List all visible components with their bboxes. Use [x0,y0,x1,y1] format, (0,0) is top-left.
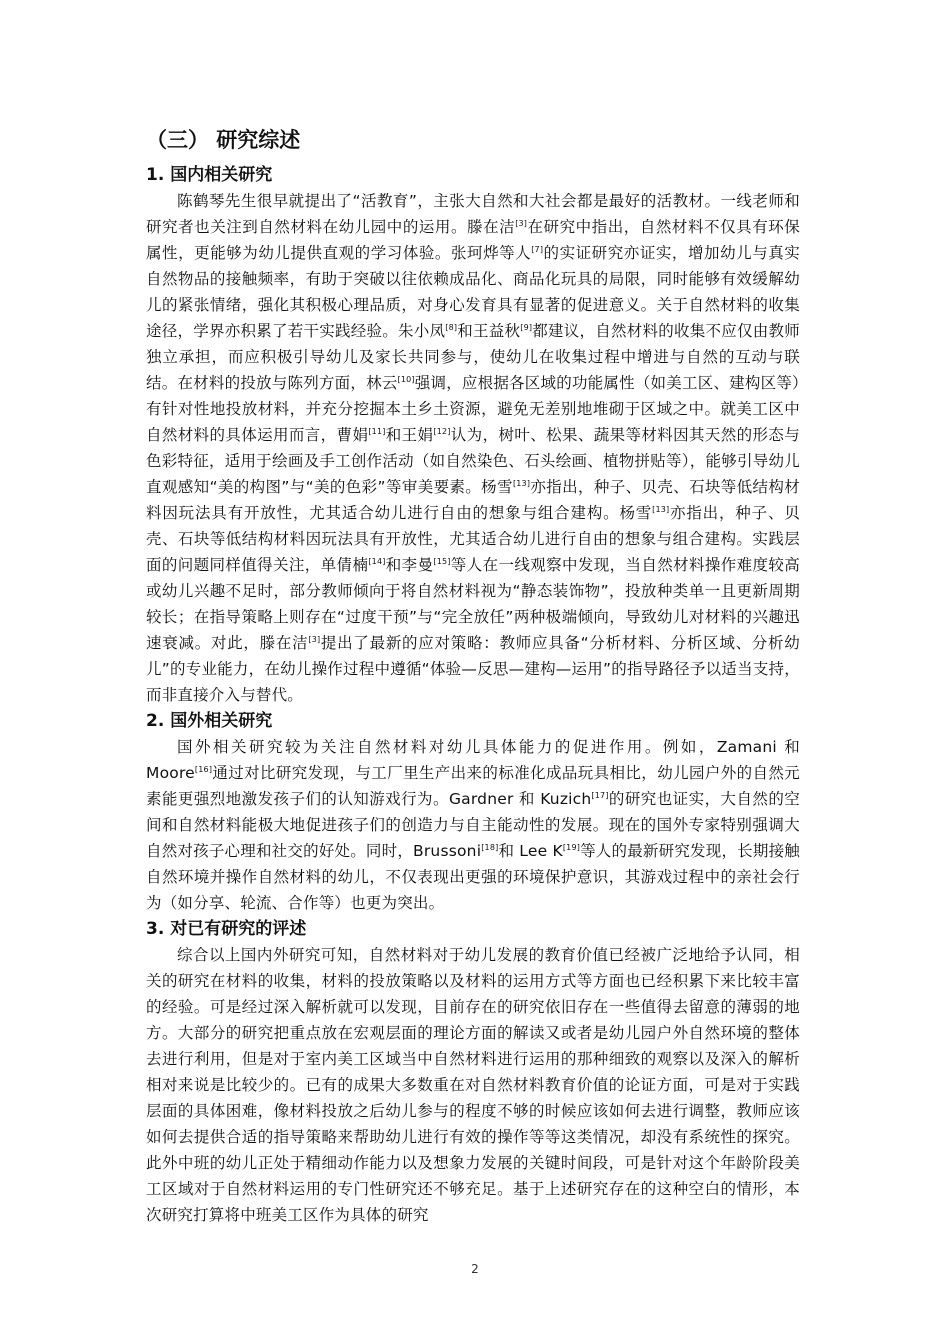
subheading-domestic-research: 1. 国内相关研究 [146,165,273,185]
citation: [10] [397,374,415,384]
paragraph-review: 综合以上国内外研究可知，自然材料对于幼儿发展的教育价值已经被广泛地给予认同，相关的研究在材料的收集，材料的投放策略以及材料的运用方式等方面也已经积累下来比较丰富的经验。可是经过深入解析就可以发现，目前存在的研究依旧存在一些值得去留意的薄弱的地方。大部分的研究把重点放在宏观层面的理论方面的解读又或者是幼儿园户外自然环境的整体去进行利用，但是对于室内美工区域当中自然材料进行运用的那种细致的观察以及深入的解析相对来说是比较少的。已有的成果大多数重在对自然材料教育价值的论证方面，可是对于实践层面的具体困难，像材料投放之后幼儿参与的程度不够的时候应该如何去进行调整，教师应该如何去提供合适的指导策略来帮助幼儿进行有效的操作等等这类情况，却没有系统性的探究。此外中班的幼儿正处于精细动作能力以及想象力发展的关键时间段，可是针对这个年龄阶段美工区域对于自然材料运用的专门性研究还不够充足。基于上述研究存在的这种空白的情形，本次研究打算将中班美工区作为具体的研究 [146,946,800,1224]
document-page [146,118,800,1228]
paragraph-foreign-research: 国外相关研究较为关注自然材料对幼儿具体能力的促进作用。例如，Zamani 和 Moore[16]通过对比研究发现，与工厂里生产出来的标准化成品玩具相比，幼儿园户外的自然元素能更强烈地激发孩子们的认知游戏行为。Gardner 和 Kuzich[17]的研究也证实，大自然的空间和自然材料能极大地促进孩子们的创造力与自主能动性的发展。现在的国外专家特别强调大自然对孩子心理和社交的好处。同时，Brussoni[18]和 Lee K[19]等人的最新研究发现，长期接触自然环境并操作自然材料的幼儿，不仅表现出更强的环境保护意识，其游戏过程中的亲社会行为（如分享、轮流、合作等）也更为突出。 [146,738,800,912]
citation: [13] [512,478,531,488]
citation: [17] [591,790,609,800]
subheading-review: 3. 对已有研究的评述 [146,919,307,939]
citation: [3] [515,218,528,228]
citation: [15] [433,556,451,566]
citation: [16] [194,764,213,774]
citation: [19] [562,842,581,852]
citation: [8] [445,322,458,332]
citation: [14] [368,556,386,566]
citation: [3] [308,634,321,644]
citation: [18] [481,842,499,852]
citation: [12] [433,426,451,436]
citation: [13] [652,504,670,514]
citation: [9] [520,322,533,332]
paragraph-domestic-research: 陈鹤琴先生很早就提出了“活教育”，主张大自然和大社会都是最好的活教材。一线老师和研究者也关注到自然材料在幼儿园中的运用。滕在洁[3]在研究中指出，自然材料不仅具有环保属性，更能够为幼儿提供直观的学习体验。张珂烨等人[7]的实证研究亦证实，增加幼儿与真实自然物品的接触频率，有助于突破以往依赖成品化、商品化玩具的局限，同时能够有效缓解幼儿的紧张情绪，强化其积极心理品质，对身心发育具有显著的促进意义。关于自然材料的收集途径，学界亦积累了若干实践经验。朱小凤[8]和王益秋[9]都建议，自然材料的收集不应仅由教师独立承担，而应积极引导幼儿及家长共同参与，使幼儿在收集过程中增进与自然的互动与联结。在材料的投放与陈列方面，林云[10]强调，应根据各区域的功能属性（如美工区、建构区等）有针对性地投放材料，并充分挖掘本土乡土资源，避免无差别地堆砌于区域之中。就美工区中自然材料的具体运用而言，曹娟[11]和王娟[12]认为，树叶、松果、蔬果等材料因其天然的形态与色彩特征，适用于绘画及手工创作活动（如自然染色、石头绘画、植物拼贴等），能够引导幼儿直观感知“美的构图”与“美的色彩”等审美要素。杨雪[13]亦指出，种子、贝壳、石块等低结构材料因玩法具有开放性，尤其适合幼儿进行自由的想象与组合建构。杨雪[13]亦指出，种子、贝壳、石块等低结构材料因玩法具有开放性，尤其适合幼儿进行自由的想象与组合建构。实践层面的问题同样值得关注，单倩楠[14]和李曼[15]等人在一线观察中发现，当自然材料操作难度较高或幼儿兴趣不足时，部分教师倾向于将自然材料视为“静态装饰物”，投放种类单一且更新周期较长；在指导策略上则存在“过度干预”与“完全放任”两种极端倾向，导致幼儿对材料的兴趣迅速衰减。对此，滕在洁[3]提出了最新的应对策略：教师应具备“分析材料、分析区域、分析幼儿”的专业能力，在幼儿操作过程中遵循“体验—反思—建构—运用”的指导路径予以适当支持，而非直接介入与替代。 [146,192,801,704]
page-number: 2 [471,1262,479,1276]
citation: [7] [531,244,544,254]
citation: [11] [368,426,386,436]
subheading-foreign-research: 2. 国外相关研究 [146,711,273,731]
section-title: （三） 研究综述 [146,128,301,152]
